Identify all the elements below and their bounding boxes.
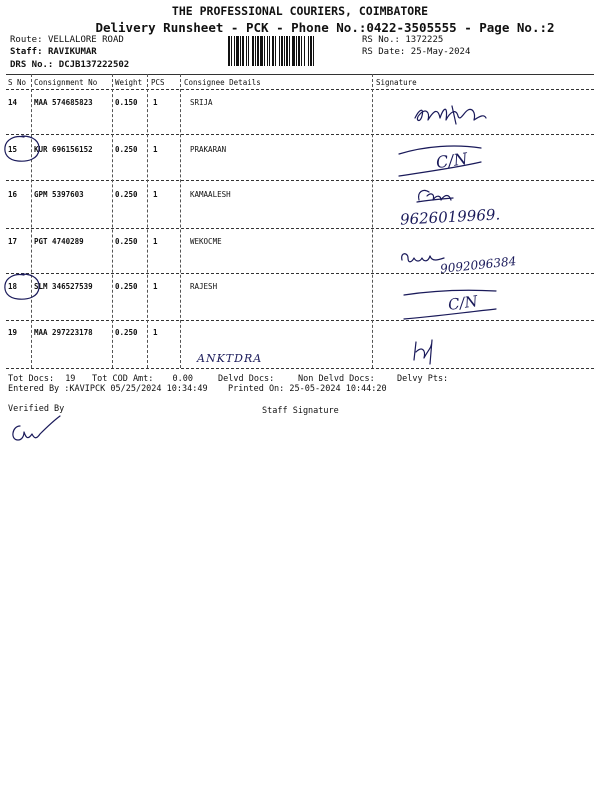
row-consignee: RAJESH [190, 282, 218, 291]
barcode-bar [296, 36, 297, 66]
signature-row19 [408, 336, 442, 368]
circle-mark-15 [2, 134, 42, 164]
row-divider [6, 228, 594, 229]
col-header-consignment: Consignment No [34, 78, 98, 87]
tot-cod-value: 0.00 [172, 374, 194, 384]
tot-cod-label: Tot COD Amt: [92, 374, 154, 384]
tot-docs-value: 19 [65, 374, 76, 384]
row-consignment: PGT 4740289 [34, 237, 84, 246]
barcode-bar [301, 36, 302, 66]
entered-by-label: Entered By : [8, 384, 70, 394]
barcode-bar [304, 36, 305, 66]
phone-row16: 9626019969. [399, 205, 501, 229]
signature-row14 [410, 98, 490, 132]
row-consignee: SRIJA [190, 98, 213, 107]
barcode-bar [308, 36, 309, 66]
row-sno: 15 [8, 145, 18, 154]
row-weight: 0.150 [115, 98, 138, 107]
rs-no-line [362, 35, 443, 45]
table-top-rule [6, 74, 594, 75]
barcode-bar [248, 36, 249, 66]
route-value: VELLALORE ROAD [47, 35, 124, 45]
row-divider [6, 134, 594, 135]
row-pcs: 1 [153, 98, 158, 107]
barcode-bar [260, 36, 263, 66]
printed-on-label: Printed On: [228, 384, 285, 394]
barcode-bar [252, 36, 254, 66]
entered-by [8, 384, 208, 394]
col-divider [31, 74, 32, 368]
table-header-rule [6, 89, 594, 90]
rs-no-label: RS No.: [362, 35, 400, 45]
col-header-signature: Signature [376, 78, 417, 87]
barcode-bar [269, 36, 270, 66]
row-pcs: 1 [153, 328, 158, 337]
barcode-bar [255, 36, 256, 66]
col-header-pcs: PCS [151, 78, 165, 87]
barcode-bar [257, 36, 259, 66]
tot-docs-label: Tot Docs: [8, 374, 55, 384]
delvy-pts-label: Delvy Pts: [397, 374, 449, 384]
barcode-bar [267, 36, 268, 66]
barcode-bar [246, 36, 247, 66]
row-consignment: KUR 696156152 [34, 145, 93, 154]
row-weight: 0.250 [115, 237, 138, 246]
rs-no-value: 1372225 [405, 35, 444, 45]
rs-date-line [362, 47, 470, 57]
entered-by-value: KAVIPCK 05/25/2024 10:34:49 [69, 384, 208, 394]
barcode-bar [264, 36, 265, 66]
col-divider [180, 74, 181, 368]
verified-by-label: Verified By [8, 404, 65, 414]
route-line [10, 35, 124, 45]
barcode-bar [234, 36, 235, 66]
route-label: Route: [10, 35, 43, 45]
col-header-sno: S No [8, 78, 27, 87]
drs-value: DCJB137222502 [58, 60, 130, 70]
col-divider [147, 74, 148, 368]
printed-on [228, 384, 387, 394]
row-weight: 0.250 [115, 190, 138, 199]
barcode-bar [272, 36, 274, 66]
col-header-weight: Weight [115, 78, 143, 87]
barcode-bar [289, 36, 290, 66]
row-pcs: 1 [153, 282, 158, 291]
page-title: THE PROFESSIONAL COURIERS, COIMBATORE [171, 4, 429, 18]
barcode-image [228, 36, 353, 66]
tot-docs [8, 374, 75, 384]
row-weight: 0.250 [115, 145, 138, 154]
row-divider [6, 320, 594, 321]
barcode-bar [236, 36, 239, 66]
row-sno: 17 [8, 237, 18, 246]
handwritten-name-row19: ANKTDRA [197, 352, 263, 365]
col-header-consignee: Consignee Details [184, 78, 261, 87]
barcode-bar [298, 36, 300, 66]
row-consignee: WEKOCME [190, 237, 222, 246]
drs-line [10, 60, 129, 70]
runsheet-subtitle: Delivery Runsheet - PCK - Phone No.:0422-3505555 - Page No.:2 [95, 20, 555, 35]
circle-mark-18 [2, 272, 42, 302]
row-consignment: GPM 5397603 [34, 190, 84, 199]
barcode-bar [292, 36, 295, 66]
cn-text-row18: C/N [446, 292, 479, 314]
barcode-bar [240, 36, 241, 66]
rs-date-value: 25-May-2024 [410, 47, 471, 57]
signature-row16 [415, 184, 455, 206]
rs-date-label: RS Date: [362, 47, 406, 57]
row-consignment: MAA 297223178 [34, 328, 93, 337]
staff-line [10, 47, 97, 57]
printed-on-value: 25-05-2024 10:44:20 [289, 384, 387, 394]
barcode-bar [231, 36, 232, 66]
row-weight: 0.250 [115, 282, 138, 291]
barcode-bar [242, 36, 244, 66]
staff-value: RAVIKUMAR [47, 47, 97, 57]
verifier-signature [6, 412, 66, 448]
cn-text-row15: C/N [434, 148, 469, 173]
row-sno: 18 [8, 282, 18, 291]
row-sno: 14 [8, 98, 18, 107]
barcode-bar [310, 36, 312, 66]
delvd-docs-label: Delvd Docs: [218, 374, 275, 384]
row-sno: 19 [8, 328, 18, 337]
row-weight: 0.250 [115, 328, 138, 337]
non-delvd-docs-label: Non Delvd Docs: [298, 374, 375, 384]
barcode-bar [279, 36, 280, 66]
col-divider [372, 74, 373, 368]
row-pcs: 1 [153, 190, 158, 199]
tot-cod [92, 374, 193, 384]
drs-label: DRS No.: [10, 60, 54, 70]
row-divider [6, 180, 594, 181]
row-consignee: PRAKARAN [190, 145, 227, 154]
row-divider [6, 273, 594, 274]
barcode-bar [281, 36, 283, 66]
row-consignee: KAMAALESH [190, 190, 231, 199]
staff-signature-label: Staff Signature [262, 406, 339, 416]
row-consignment: SLM 346527539 [34, 282, 93, 291]
barcode-bar [275, 36, 276, 66]
phone-row17: 9092096384 [439, 254, 517, 276]
col-divider [112, 74, 113, 368]
barcode-bar [313, 36, 314, 66]
barcode-bar [286, 36, 288, 66]
barcode-bar [228, 36, 230, 66]
staff-label: Staff: [10, 47, 43, 57]
row-sno: 16 [8, 190, 18, 199]
row-pcs: 1 [153, 237, 158, 246]
row-pcs: 1 [153, 145, 158, 154]
row-consignment: MAA 574685823 [34, 98, 93, 107]
barcode-bar [284, 36, 285, 66]
table-bottom-rule [6, 368, 594, 369]
